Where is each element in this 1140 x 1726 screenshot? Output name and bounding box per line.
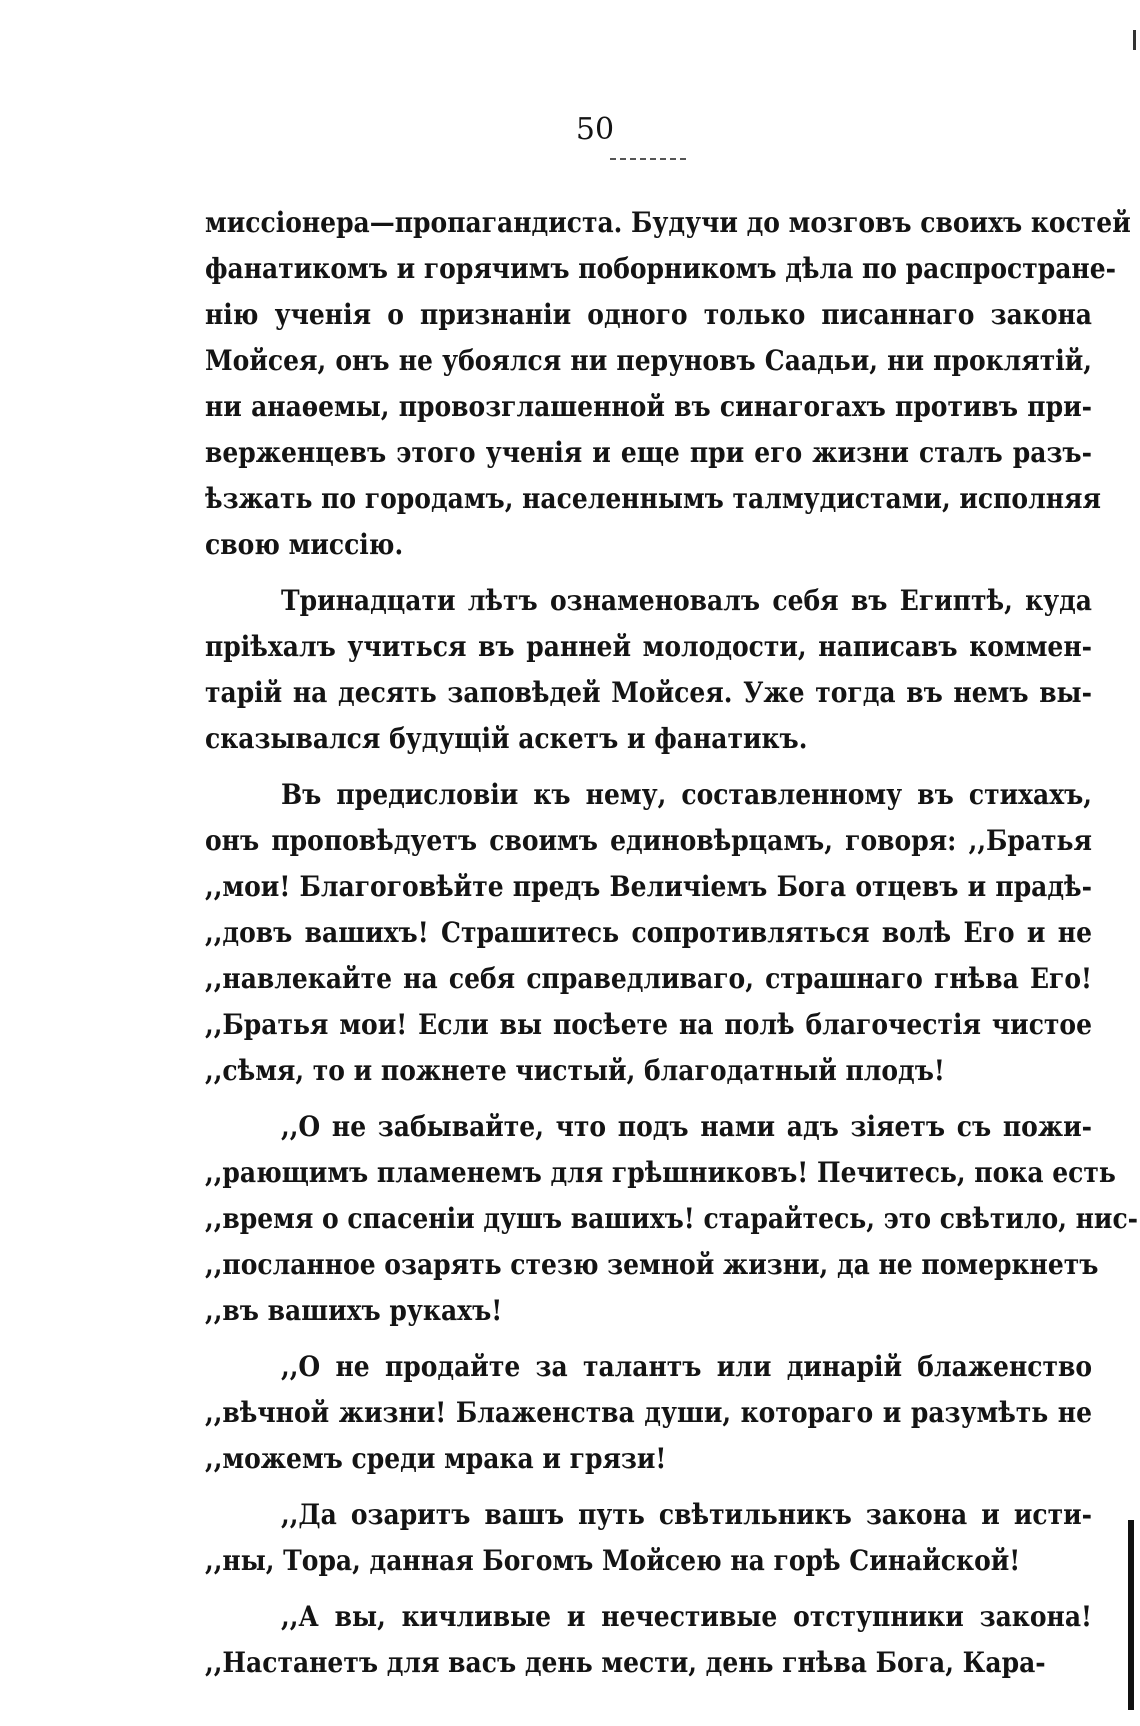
- page-number: 50: [575, 112, 615, 147]
- text-line: верженцевъ этого ученія и еще при его жизни сталъ разъ-: [205, 436, 1092, 469]
- paragraph: [205, 578, 1092, 762]
- text-line: ,,время о спасеніи душъ вашихъ! старайтесь, это свѣтило, нис-: [205, 1202, 1139, 1235]
- paragraph: [205, 200, 1131, 568]
- text-line: ,,О не забывайте, что подъ нами адъ зіяетъ съ пожи-: [281, 1110, 1092, 1143]
- text-line: Мойсея, онъ не убоялся ни перуновъ Саадьи, ни проклятій,: [205, 344, 1092, 377]
- text-line: ,,мои! Благоговѣйте предъ Величіемъ Бога отцевъ и прадѣ-: [205, 870, 1092, 903]
- text-line: ,,въ вашихъ рукахъ!: [205, 1294, 503, 1327]
- text-line: свою миссію.: [205, 528, 404, 561]
- text-line: фанатикомъ и горячимъ поборникомъ дѣла по распростране-: [205, 252, 1116, 285]
- text-line: ,,можемъ среди мрака и грязи!: [205, 1442, 667, 1475]
- text-line: ,,сѣмя, то и пожнете чистый, благодатный плодъ!: [205, 1054, 945, 1087]
- text-line: сказывался будущій аскетъ и фанатикъ.: [205, 722, 808, 755]
- text-line: ,,А вы, кичливые и нечестивые отступники закона!: [281, 1600, 1092, 1633]
- text-line: ,,Да озаритъ вашъ путь свѣтильникъ закона и исти-: [281, 1498, 1092, 1531]
- text-line: Въ предисловіи къ нему, составленному въ стихахъ,: [281, 778, 1092, 811]
- body-text: [205, 200, 1139, 1686]
- text-line: ,,вѣчной жизни! Блаженства души, котораго и разумѣть не: [205, 1396, 1092, 1429]
- text-line: онъ проповѣдуетъ своимъ единовѣрцамъ, говоря: ,,Братья: [205, 824, 1092, 857]
- text-line: ,,О не продайте за талантъ или динарій блаженство: [281, 1350, 1092, 1383]
- text-line: ,,навлекайте на себя справедливаго, страшнаго гнѣва Его!: [205, 962, 1092, 995]
- text-line: ,,рающимъ пламенемъ для грѣшниковъ! Печитесь, пока есть: [205, 1156, 1116, 1189]
- text-line: миссіонера—пропагандиста. Будучи до мозговъ своихъ костей: [205, 206, 1131, 239]
- paragraph: [205, 1492, 1092, 1584]
- text-line: ,,довъ вашихъ! Страшитесь сопротивляться волѣ Его и не: [205, 916, 1092, 949]
- text-line: ни анаѳемы, провозглашенной въ синагогахъ противъ при-: [205, 390, 1092, 423]
- paragraph: [205, 1594, 1092, 1686]
- text-line: ѣзжать по городамъ, населеннымъ талмудистами, исполняя: [205, 482, 1101, 515]
- paragraph: [205, 1104, 1139, 1334]
- text-line: ,,посланное озарять стезю земной жизни, да не померкнетъ: [205, 1248, 1099, 1281]
- paragraph: [205, 1344, 1092, 1482]
- text-line: Тринадцати лѣтъ ознаменовалъ себя въ Египтѣ, куда: [281, 584, 1092, 617]
- text-line: нію ученія о признаніи одного только писаннаго закона: [205, 298, 1092, 331]
- text-line: пріѣхалъ учиться въ ранней молодости, написавъ коммен-: [205, 630, 1092, 663]
- edge-mark: [1133, 30, 1136, 50]
- text-line: тарій на десять заповѣдей Мойсея. Уже тогда въ немъ вы-: [205, 676, 1092, 709]
- text-line: ,,Настанетъ для васъ день мести, день гнѣва Бога, Кара-: [205, 1646, 1046, 1679]
- binding-edge-mark: [1128, 1520, 1134, 1710]
- text-line: ,,Братья мои! Если вы посѣете на полѣ благочестія чистое: [205, 1008, 1092, 1041]
- paragraph: [205, 772, 1092, 1094]
- text-line: ,,ны, Тора, данная Богомъ Мойсею на горѣ Синайской!: [205, 1544, 1021, 1577]
- page-number-rule: [610, 158, 686, 160]
